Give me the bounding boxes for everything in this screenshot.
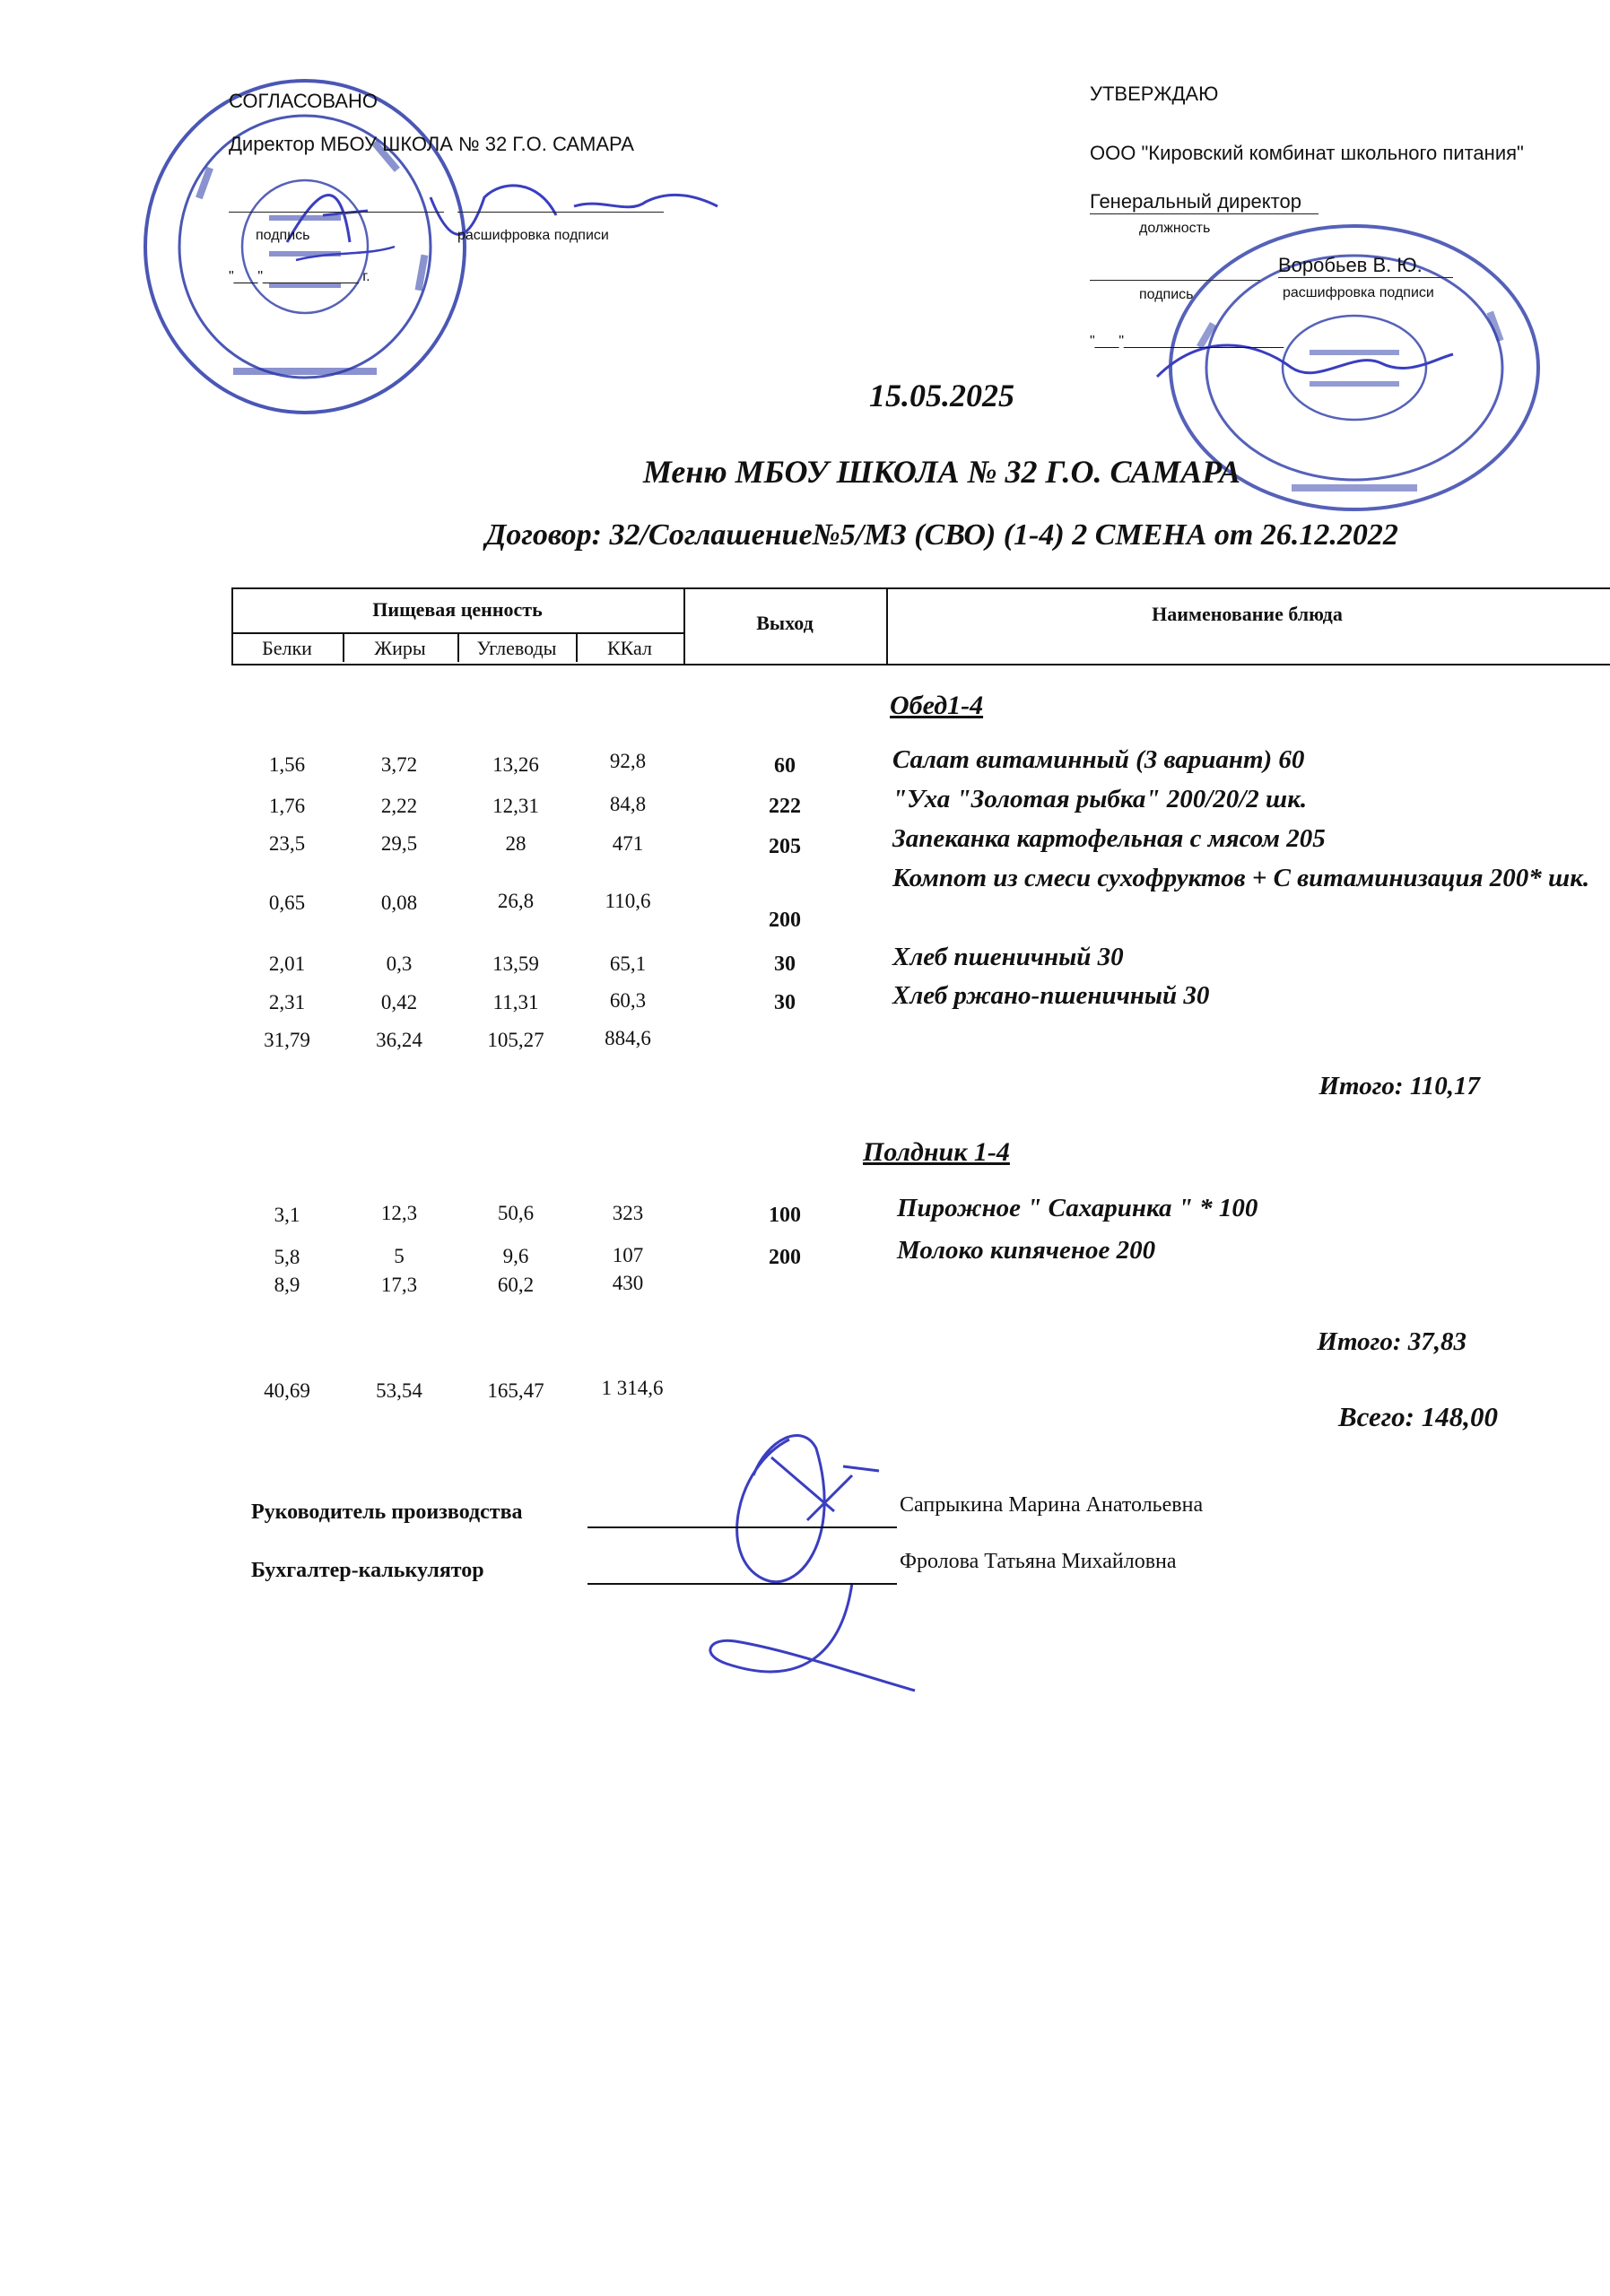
cell-fats: 12,3	[380, 1202, 418, 1224]
cell-output: 222	[769, 795, 801, 818]
caption-signature-left: подпись	[256, 228, 310, 243]
cell-kcal: 107	[612, 1244, 644, 1266]
decoding-line-left	[457, 212, 664, 213]
cell-kcal: 471	[612, 832, 644, 855]
signature-name-production: Сапрыкина Марина Анатольевна	[900, 1493, 1204, 1517]
header-dish-name: Наименование блюда	[1152, 603, 1343, 625]
cell-output: 30	[774, 991, 796, 1014]
signature-line-accountant	[587, 1583, 897, 1585]
section-title-snack: Полдник 1-4	[863, 1137, 1010, 1167]
cell-kcal: 323	[612, 1202, 644, 1224]
date-line-left: "___"____________ г.	[229, 269, 370, 284]
sum-proteins: 31,79	[264, 1029, 310, 1051]
grand-kcal: 1 314,6	[601, 1377, 664, 1399]
cell-output: 205	[769, 835, 801, 858]
approval-right-name: Воробьев В. Ю.	[1278, 254, 1453, 278]
grand-carbs: 165,47	[487, 1379, 544, 1402]
header-output: Выход	[756, 612, 814, 634]
header-nutrition: Пищевая ценность	[372, 598, 543, 621]
signature-role-production: Руководитель производства	[251, 1500, 523, 1524]
grand-fats: 53,54	[376, 1379, 422, 1402]
cell-fats: 5	[394, 1245, 405, 1267]
caption-signature-right: подпись	[1139, 287, 1194, 302]
caption-decoding-right: расшифровка подписи	[1283, 285, 1434, 300]
approval-right-position: Генеральный директор	[1090, 190, 1318, 214]
handwritten-signature-production	[700, 1422, 924, 1718]
cell-carbs: 13,59	[492, 952, 539, 975]
document-title: Меню МБОУ ШКОЛА № 32 Г.О. САМАРА	[642, 454, 1241, 490]
cell-proteins: 3,1	[274, 1204, 300, 1226]
sum-kcal: 430	[612, 1272, 644, 1294]
sum-carbs: 105,27	[487, 1029, 544, 1051]
handwritten-signature-director	[269, 161, 735, 269]
approval-right-heading: УТВЕРЖДАЮ	[1090, 83, 1219, 105]
cell-output: 30	[774, 952, 796, 976]
contract-line: Договор: 32/Соглашение№5/МЗ (СВО) (1-4) 2 СМЕНА от 26.12.2022	[485, 518, 1398, 552]
cell-kcal: 65,1	[609, 952, 647, 975]
cell-carbs: 9,6	[502, 1245, 529, 1267]
cell-carbs: 28	[505, 832, 527, 855]
cell-output: 200	[769, 1246, 801, 1269]
approval-left-position: Директор МБОУ ШКОЛА № 32 Г.О. САМАРА	[229, 133, 634, 155]
cell-dish: Салат витаминный (3 вариант) 60	[892, 745, 1305, 774]
cell-dish: Хлеб пшеничный 30	[892, 943, 1124, 971]
cell-fats: 3,72	[380, 753, 418, 776]
cell-fats: 0,08	[380, 891, 418, 914]
caption-position-right: должность	[1139, 221, 1211, 236]
sum-carbs: 60,2	[497, 1274, 535, 1296]
signature-line-production	[587, 1526, 897, 1528]
cell-proteins: 2,31	[268, 991, 306, 1013]
cell-output: 200	[769, 909, 801, 932]
cell-carbs: 11,31	[492, 991, 539, 1013]
approval-left-heading: СОГЛАСОВАНО	[229, 90, 378, 112]
cell-dish: Молоко кипяченое 200	[897, 1236, 1156, 1265]
cell-dish: Компот из смеси сухофруктов + С витаминизация 200* шк.	[892, 864, 1590, 892]
cell-proteins: 2,01	[268, 952, 306, 975]
cell-dish: "Уха "Золотая рыбка" 200/20/2 шк.	[892, 785, 1308, 813]
cell-output: 100	[769, 1204, 801, 1227]
sum-kcal: 884,6	[605, 1027, 651, 1049]
signature-role-accountant: Бухгалтер-калькулятор	[251, 1559, 484, 1582]
cell-dish: Запеканка картофельная с мясом 205	[892, 824, 1326, 853]
cell-output: 60	[774, 754, 796, 778]
cell-proteins: 1,76	[268, 795, 306, 817]
header-fats: Жиры	[374, 637, 426, 659]
header-proteins: Белки	[262, 637, 312, 659]
cell-kcal: 92,8	[609, 750, 647, 772]
total-snack: Итого: 37,83	[1317, 1327, 1466, 1356]
cell-proteins: 1,56	[268, 753, 306, 776]
cell-fats: 0,3	[386, 952, 413, 975]
header-carbs: Углеводы	[476, 637, 557, 659]
signature-line-left	[229, 212, 444, 213]
cell-kcal: 60,3	[609, 989, 647, 1012]
date-line-right: "___"____________________	[1090, 334, 1284, 349]
total-grand: Всего: 148,00	[1337, 1401, 1498, 1432]
approval-right-organization: ООО "Кировский комбинат школьного питания"	[1090, 142, 1524, 164]
section-title-lunch: Обед1-4	[890, 691, 984, 720]
cell-dish: Пирожное " Сахаринка " * 100	[897, 1194, 1258, 1222]
cell-fats: 29,5	[380, 832, 418, 855]
cell-carbs: 26,8	[497, 890, 535, 912]
cell-carbs: 12,31	[492, 795, 539, 817]
cell-dish: Хлеб ржано-пшеничный 30	[892, 981, 1210, 1010]
signature-line-right	[1090, 280, 1260, 281]
header-kcal: ККал	[607, 637, 652, 659]
cell-proteins: 23,5	[268, 832, 306, 855]
cell-fats: 2,22	[380, 795, 418, 817]
cell-carbs: 13,26	[492, 753, 539, 776]
cell-kcal: 110,6	[605, 890, 651, 912]
cell-proteins: 5,8	[274, 1246, 300, 1268]
sum-fats: 17,3	[380, 1274, 418, 1296]
cell-carbs: 50,6	[497, 1202, 535, 1224]
sum-fats: 36,24	[376, 1029, 422, 1051]
document-date: 15.05.2025	[869, 378, 1014, 413]
signature-name-accountant: Фролова Татьяна Михайловна	[900, 1550, 1177, 1573]
caption-decoding-left: расшифровка подписи	[457, 228, 609, 243]
sum-proteins: 8,9	[274, 1274, 300, 1296]
cell-kcal: 84,8	[609, 793, 647, 815]
total-lunch: Итого: 110,17	[1318, 1072, 1480, 1100]
cell-fats: 0,42	[380, 991, 418, 1013]
grand-proteins: 40,69	[264, 1379, 310, 1402]
cell-proteins: 0,65	[268, 891, 306, 914]
